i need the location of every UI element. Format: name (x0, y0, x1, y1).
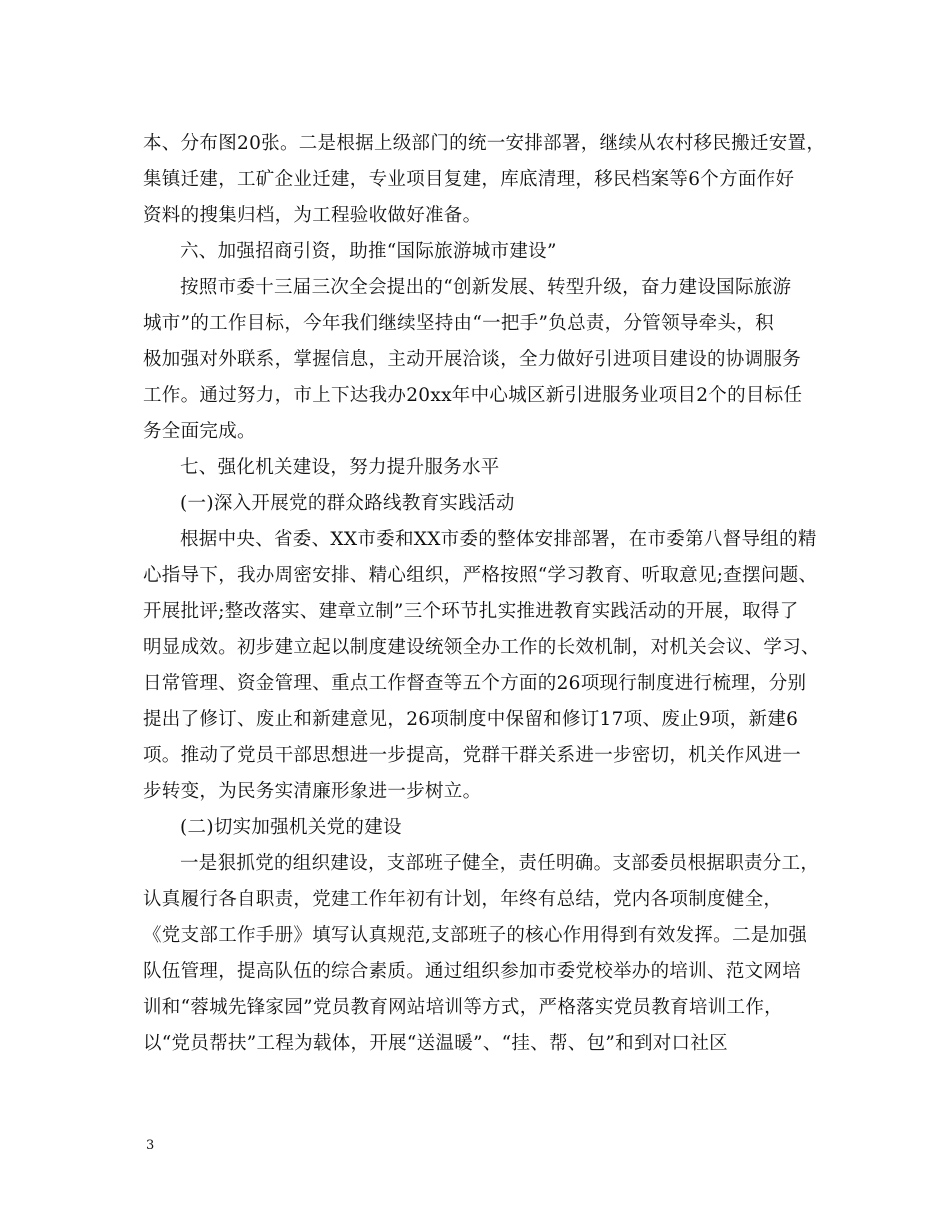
body-line: 《党支部工作手册》填写认真规范,支部班子的核心作用得到有效发挥。二是加强 (143, 925, 808, 946)
body-line: 根据中央、省委、XX市委和XX市委的整体安排部署，在市委第八督导组的精 (180, 529, 817, 550)
section-heading: 六、加强招商引资，助推“国际旅游城市建设” (180, 241, 557, 262)
body-line: 明显成效。初步建立起以制度建设统领全办工作的长效机制，对机关会议、学习、 (143, 637, 820, 658)
body-line: 集镇迁建，工矿企业迁建，专业项目复建，库底清理，移民档案等6个方面作好 (143, 169, 795, 190)
body-line: 资料的搜集归档，为工程验收做好准备。 (143, 205, 482, 226)
subsection-heading: (二)切实加强机关党的建设 (180, 817, 402, 838)
body-line: 项。推动了党员干部思想进一步提高，党群干群关系进一步密切，机关作风进一 (143, 745, 802, 766)
body-line: 本、分布图20张。二是根据上级部门的统一安排部署，继续从农村移民搬迁安置， (143, 133, 826, 154)
subsection-heading: (一)深入开展党的群众路线教育实践活动 (180, 493, 515, 514)
body-line: 认真履行各自职责，党建工作年初有计划，年终有总结，党内各项制度健全， (143, 889, 783, 910)
body-line: 以“党员帮扶”工程为载体，开展“送温暖”、“挂、帮、包”和到对口社区 (143, 1033, 728, 1054)
body-line: 务全面完成。 (143, 421, 256, 442)
body-line: 心指导下，我办周密安排、精心组织，严格按照“学习教育、听取意见;查摆问题、 (143, 565, 818, 586)
body-line: 训和“蓉城先锋家园”党员教育网站培训等方式，严格落实党员教育培训工作， (143, 997, 783, 1018)
section-heading: 七、强化机关建设，努力提升服务水平 (180, 457, 500, 478)
page-number: 3 (146, 1138, 155, 1153)
body-line: 工作。通过努力，市上下达我办20xx年中心城区新引进服务业项目2个的目标任 (143, 385, 803, 406)
body-line: 城市”的工作目标，今年我们继续坚持由“一把手”负总责，分管领导牵头，积 (143, 313, 774, 334)
body-line: 极加强对外联系，掌握信息，主动开展洽谈，全力做好引进项目建设的协调服务 (143, 349, 802, 370)
body-line: 日常管理、资金管理、重点工作督查等五个方面的26项现行制度进行梳理，分别 (143, 673, 807, 694)
body-line: 队伍管理，提高队伍的综合素质。通过组织参加市委党校举办的培训、范文网培 (143, 961, 802, 982)
body-line: 开展批评;整改落实、建章立制”三个环节扎实推进教育实践活动的开展，取得了 (143, 601, 799, 622)
body-line: 提出了修订、废止和新建意见，26项制度中保留和修订17项、废止9项，新建6 (143, 709, 799, 730)
body-line: 按照市委十三届三次全会提出的“创新发展、转型升级，奋力建设国际旅游 (180, 277, 792, 298)
body-line: 一是狠抓党的组织建设，支部班子健全，责任明确。支部委员根据职责分工， (180, 853, 820, 874)
body-line: 步转变，为民务实清廉形象进一步树立。 (143, 781, 482, 802)
